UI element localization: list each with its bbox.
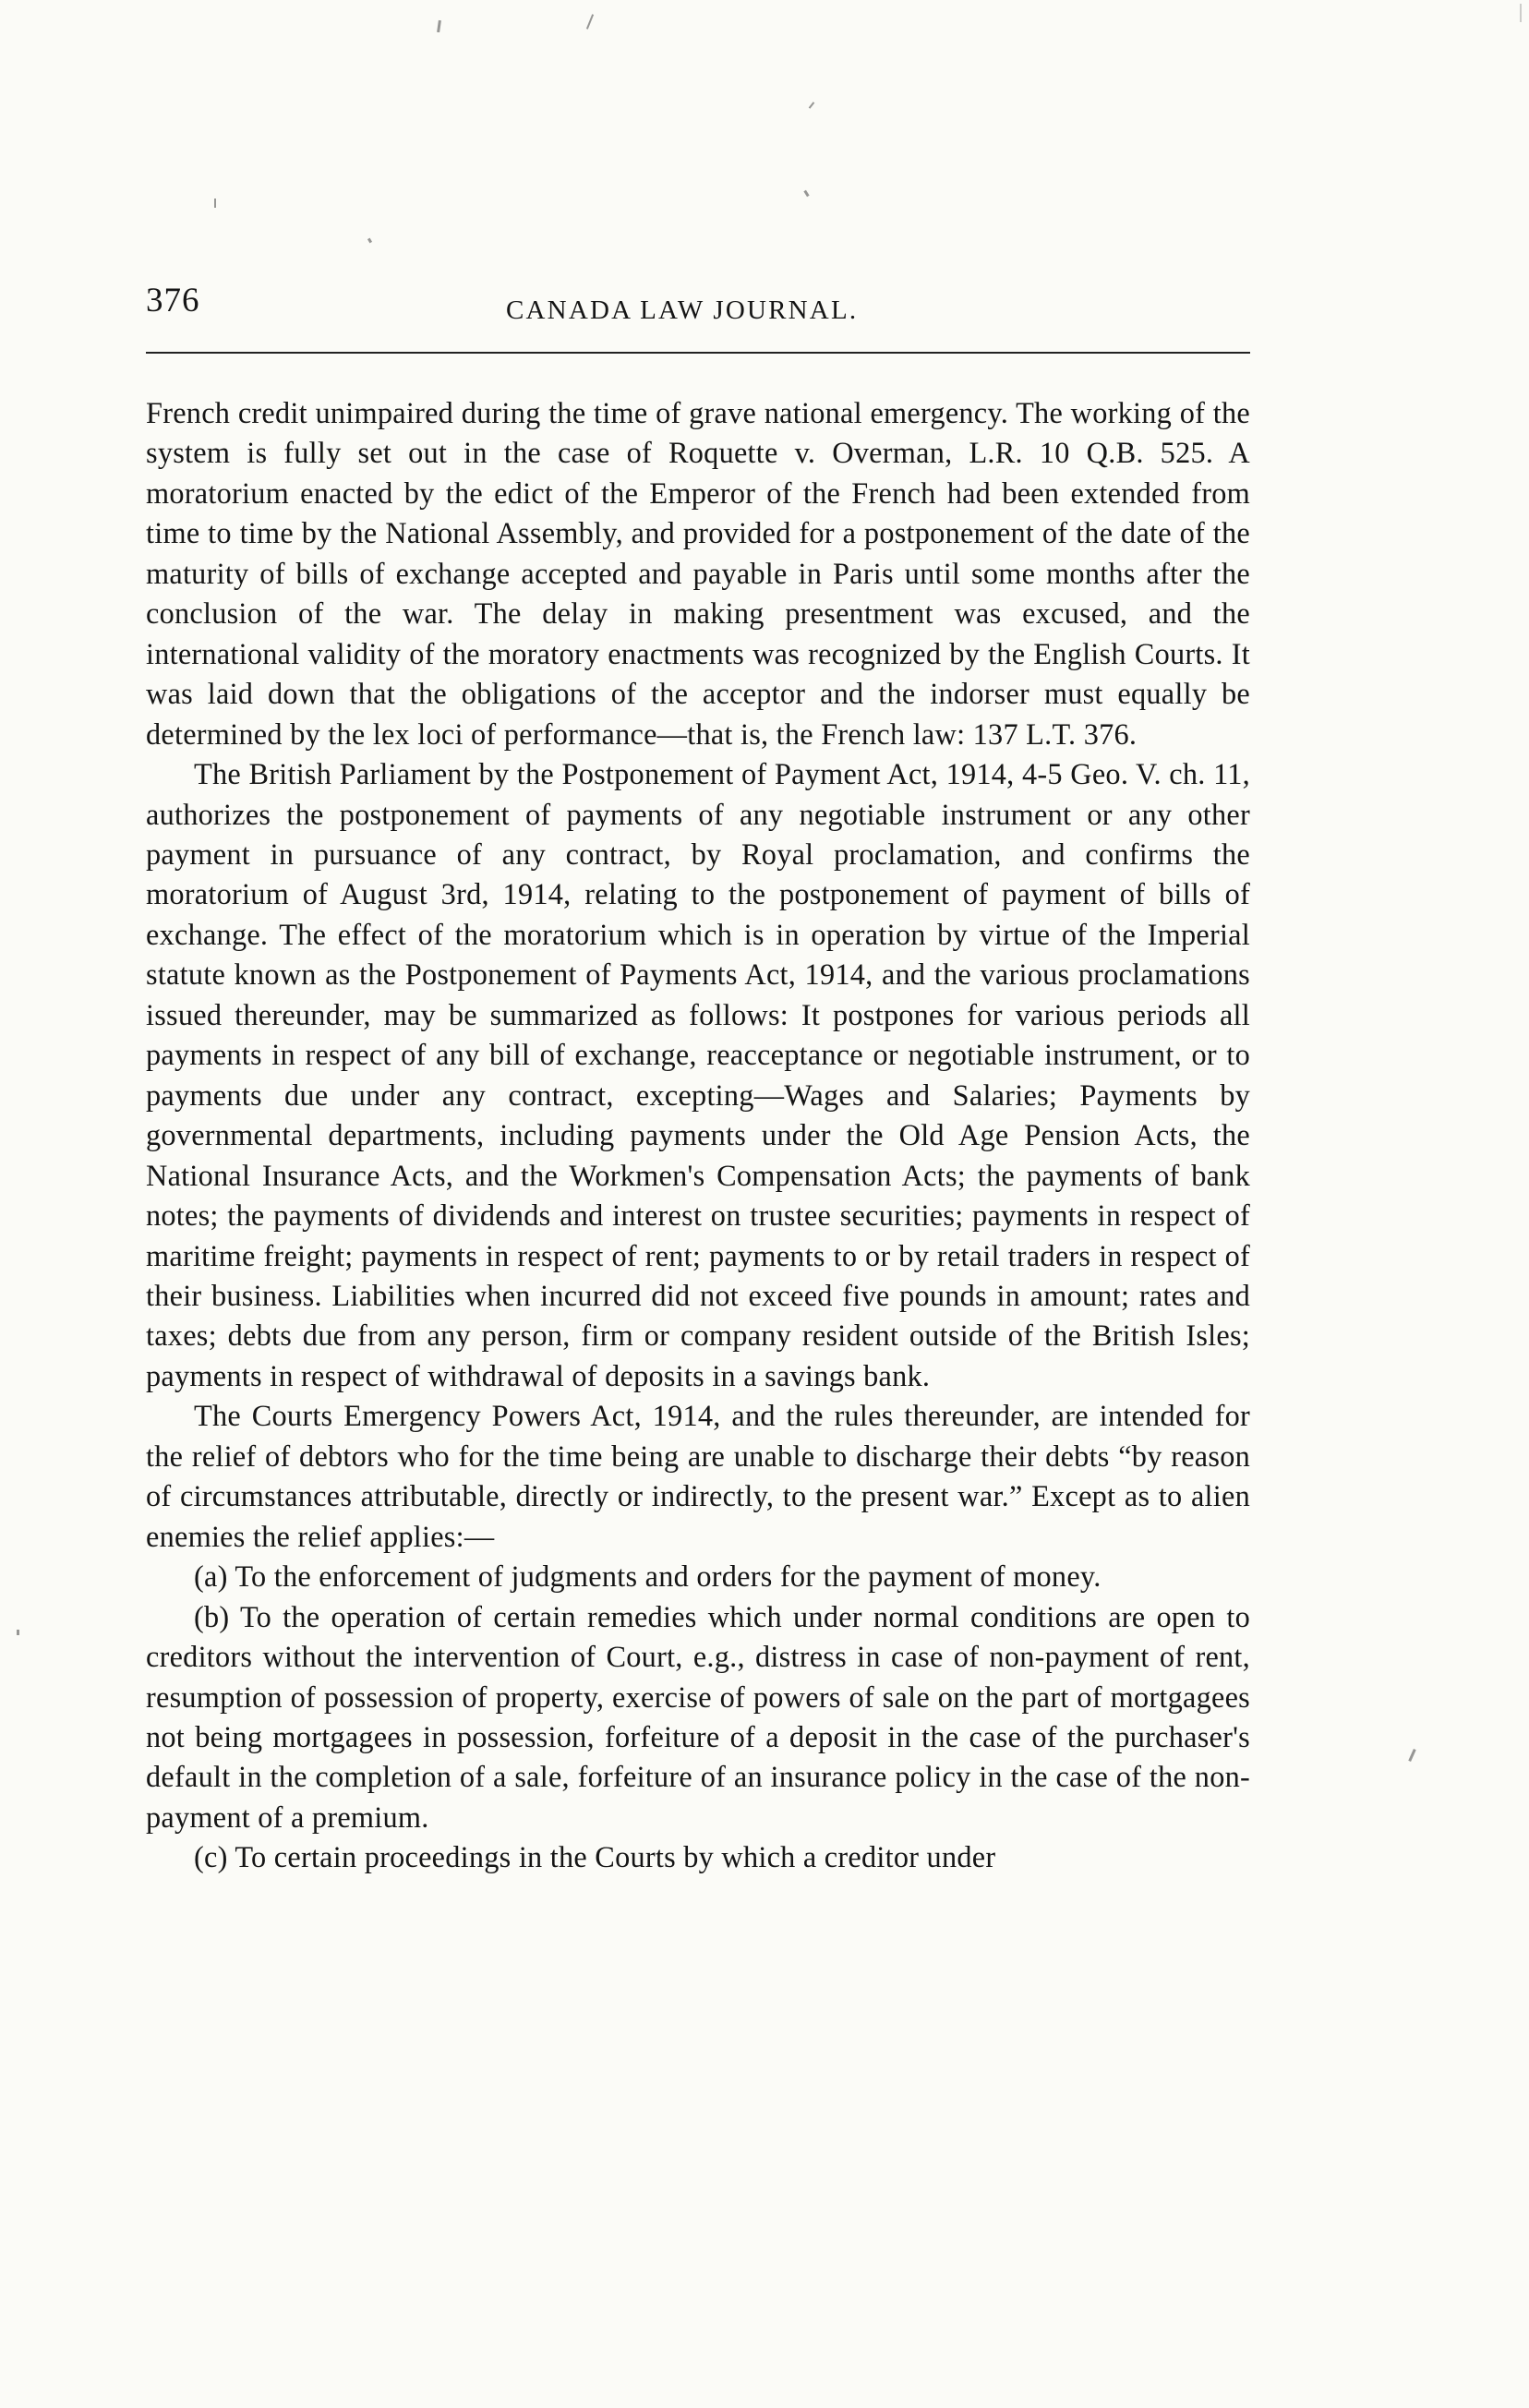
page-number: 376 — [146, 282, 200, 319]
scan-speck — [1520, 4, 1522, 22]
paragraph-courts-emergency-powers: The Courts Emergency Powers Act, 1914, and the rules thereunder, are intended for the relief of debtors who for the time being are unable to discharge their debts “by reason of circumstances attributable, directly or indirectly, to the present war.” Except as to alien enemies the relief applies:— — [146, 1399, 1250, 1553]
page-header — [146, 282, 1250, 350]
scan-speck — [803, 190, 809, 198]
scan-speck — [214, 199, 216, 208]
article-body — [146, 393, 1250, 1878]
header-rule — [146, 352, 1250, 354]
scan-speck — [1408, 1749, 1415, 1762]
paragraph-postponement-act: The British Parliament by the Postponement of Payment Act, 1914, 4-5 Geo. V. ch. 11, authorizes the postponement of payments of any negotiable instrument or any other payment in pursuance of any contract, by Royal proclamation, and confirms the moratorium of August 3rd, 1914, relating to the postponement of payment of bills of exchange. The effect of the moratorium which is in operation by virtue of the Imperial statute known as the Postponement of Payments Act, 1914, and the various proclamations issued thereunder, may be summarized as follows: It postpones for various periods all payments in respect of any bill of exchange, reacceptance or negotiable instrument, or to payments due under any contract, excepting—Wages and Salaries; Payments by governmental departments, including payments under the Old Age Pension Acts, the National Insurance Acts, and the Workmen's Compensation Acts; the payments of bank notes; the payments of dividends and interest on trustee securities; payments in respect of maritime freight; payments in respect of rent; payments to or by retail traders in respect of their business. Liabilities when incurred did not exceed five pounds in amount; rates and taxes; debts due from any person, firm or company resident outside of the British Isles; payments in respect of withdrawal of deposits in a savings bank. — [146, 757, 1250, 1392]
running-title: CANADA LAW JOURNAL. — [506, 295, 859, 325]
paragraph-item-a: (a) To the enforcement of judgments and orders for the payment of money. — [194, 1559, 1102, 1594]
paragraph-item-c: (c) To certain proceedings in the Courts by which a creditor under — [194, 1840, 996, 1874]
paragraph-roquette: French credit unimpaired during the time of grave national emergency. The working of the system is fully set out in the case of Roquette v. Overman, L.R. 10 Q.B. 525. A moratorium enacted by the edict of the Emperor of the French had been extended from time to time by the National Assembly, and provided for a postponement of the date of the maturity of bills of exchange accepted and payable in Paris until some months after the conclusion of the war. The delay in making presentment was excused, and the international validity of the moratory enactments was recognized by the English Courts. It was laid down that the obligations of the acceptor and the indorser must equally be determined by the lex loci of performance—that is, the French law: 137 L.T. 376. — [146, 396, 1250, 751]
scan-speck — [367, 238, 372, 244]
scan-speck — [809, 102, 815, 109]
scan-speck — [586, 14, 594, 30]
paragraph-item-b: (b) To the operation of certain remedies which under normal conditions are open to creditors without the intervention of Court, e.g., distress in case of non-payment of rent, resumption of possession of property, exercise of powers of sale on the part of mortgagees not being mortgagees in possession, forfeiture of a deposit in the case of the purchaser's default in the completion of a sale, forfeiture of an insurance policy in the case of the non-payment of a premium. — [146, 1599, 1250, 1834]
scan-speck — [437, 20, 441, 32]
scan-speck — [17, 1630, 19, 1635]
